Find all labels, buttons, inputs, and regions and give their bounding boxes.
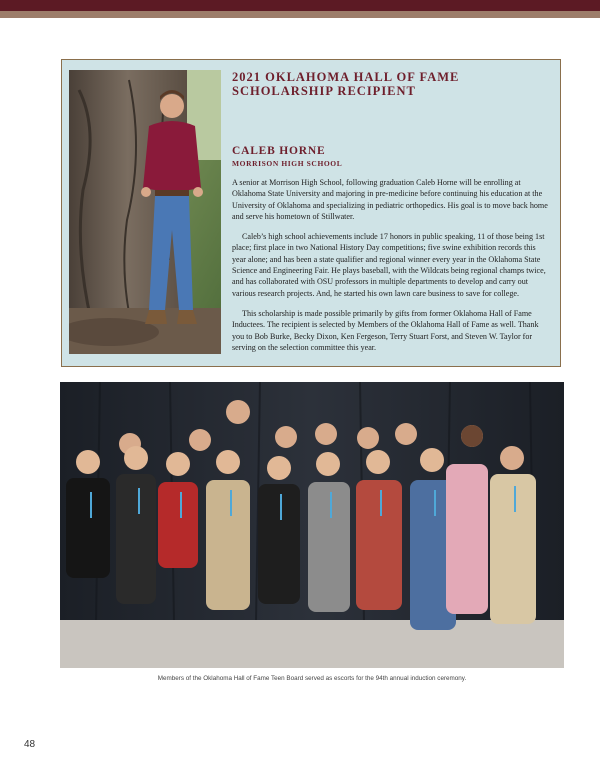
recipient-name: CALEB HORNE <box>232 145 326 157</box>
teen-board-group-photo <box>60 382 564 668</box>
achievements-paragraph: Caleb’s high school achievements include 17 honors in public speaking, 11 of those being 1st place; first place in two National History Day competitions; five swine exhibition records this year alone; and has been a state qualifier and regional winner every year in the Oklahoma State Science and Engineering Fair. He plays baseball, with the Wildcats being regional champs twice, and has collaborated with OSU professors in multiple departments to develop and carry out various research projects. And, he started his own lawn care business to save for college. <box>232 232 546 298</box>
recipient-portrait-photo <box>69 70 221 354</box>
top-band-dark <box>0 0 600 11</box>
award-title-line-1: 2021 OKLAHOMA HALL OF FAME <box>232 70 460 84</box>
group-photo-caption: Members of the Oklahoma Hall of Fame Teen Board served as escorts for the 94th annual induction ceremony. <box>157 675 467 682</box>
scholarship-paragraph: This scholarship is made possible primarily by gifts from former Oklahoma Hall of Fame Inductees. The recipient is selected by Members of the Oklahoma Hall of Fame as well. Thank you to Bob Burke, Becky Dixon, Ken Fergeson, Terry Stuart Forst, and Steven W. Taylor for serving on the selection committee this year. <box>232 308 539 352</box>
award-title-line-2: SCHOLARSHIP RECIPIENT <box>232 84 416 98</box>
page-number: 48 <box>24 739 36 750</box>
award-title <box>232 70 550 98</box>
bio-paragraph-1: A senior at Morrison High School, following graduation Caleb Horne will be enrolling at Oklahoma State University and majoring in pre-medicine before continuing his education at the University of Oklahoma and specializing in pediatric orthopedics. His goal is to move back home and serve his hometown of Stillwater. <box>232 178 548 221</box>
top-band-light <box>0 11 600 18</box>
scholarship-feature-box <box>61 59 561 367</box>
feature-text-column <box>232 70 550 353</box>
recipient-school: MORRISON HIGH SCHOOL <box>232 159 343 168</box>
